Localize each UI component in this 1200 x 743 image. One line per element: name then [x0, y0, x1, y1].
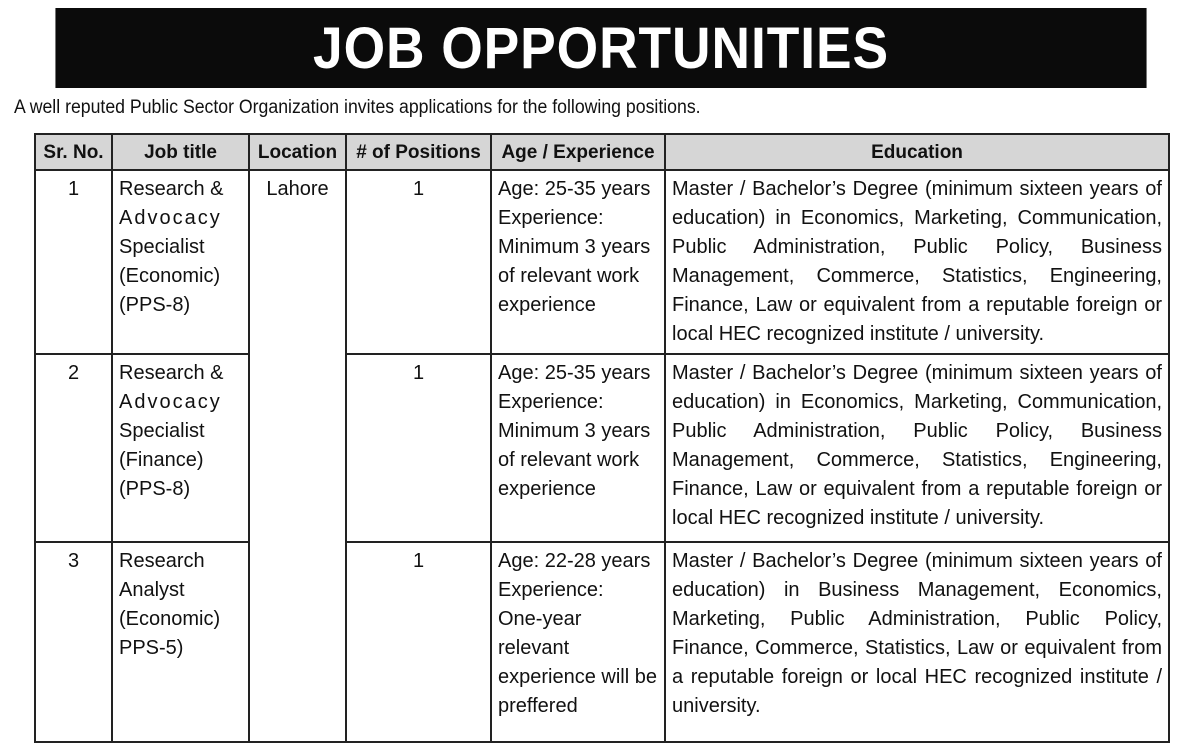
age-line: Minimum 3 years: [498, 236, 651, 258]
sr-cell: 2: [35, 354, 112, 542]
age-line: Experience:: [498, 207, 604, 229]
job-title-cell: [112, 354, 249, 542]
job-title-line: (Finance): [119, 449, 204, 471]
positions-cell: 1: [346, 170, 491, 354]
table-row: [35, 354, 1169, 542]
job-title-line: Specialist: [119, 236, 205, 258]
page-title: JOB OPPORTUNITIES: [312, 15, 890, 81]
col-header-location: Location: [249, 134, 346, 170]
age-line: experience will be: [498, 666, 657, 688]
intro-text: A well reputed Public Sector Organization invites applications for the following positions.: [14, 97, 701, 118]
job-title-line: Advocacy: [119, 391, 222, 413]
age-line: Age: 22-28 years: [498, 550, 651, 572]
job-title-line: (Economic): [119, 608, 221, 630]
age-line: Experience:: [498, 579, 604, 601]
job-title-line: (PPS-8): [119, 294, 191, 316]
job-title-line: Research &: [119, 178, 224, 200]
col-header-sr: Sr. No.: [35, 134, 112, 170]
job-title-line: Research &: [119, 362, 224, 384]
job-title-cell: [112, 170, 249, 354]
age-line: Experience:: [498, 391, 604, 413]
job-title-line: Specialist: [119, 420, 205, 442]
job-title-line: Research: [119, 550, 205, 572]
age-line: experience: [498, 294, 596, 316]
job-title-line: Analyst: [119, 579, 185, 601]
job-title-line: (Economic): [119, 265, 221, 287]
age-line: One-year relevant: [498, 608, 582, 659]
age-line: Age: 25-35 years: [498, 362, 651, 384]
job-title-line: (PPS-8): [119, 478, 191, 500]
education-cell: Master / Bachelor’s Degree (minimum sixteen years of education) in Economics, Marketing, Communication, Public Administration, Public Policy, Business Management, Commerce, Statistics, Engineering, Finance, Law or equivalent from a reputable foreign or local HEC recognized institute / university.: [665, 354, 1169, 542]
age-line: of relevant work: [498, 265, 640, 287]
age-line: preffered: [498, 695, 578, 717]
positions-cell: 1: [346, 542, 491, 742]
page-title-banner: [55, 8, 1146, 88]
job-title-line: PPS-5): [119, 637, 184, 659]
col-header-education: Education: [665, 134, 1169, 170]
col-header-title: Job title: [112, 134, 249, 170]
table-header-row: [35, 134, 1169, 170]
age-line: experience: [498, 478, 596, 500]
job-title-cell: [112, 542, 249, 742]
table-row: [35, 170, 1169, 354]
sr-cell: 1: [35, 170, 112, 354]
jobs-table: [34, 133, 1170, 743]
age-line: Age: 25-35 years: [498, 178, 651, 200]
col-header-age: Age / Experience: [491, 134, 665, 170]
job-title-line: Advocacy: [119, 207, 222, 229]
location-cell: Lahore: [249, 170, 346, 742]
age-experience-cell: [491, 542, 665, 742]
age-experience-cell: [491, 354, 665, 542]
age-line: Minimum 3 years: [498, 420, 651, 442]
sr-cell: 3: [35, 542, 112, 742]
positions-cell: 1: [346, 354, 491, 542]
age-line: of relevant work: [498, 449, 640, 471]
education-cell: Master / Bachelor’s Degree (minimum sixteen years of education) in Economics, Marketing, Communication, Public Administration, Public Policy, Business Management, Commerce, Statistics, Engineering, Finance, Law or equivalent from a reputable foreign or local HEC recognized institute / university.: [665, 170, 1169, 354]
table-row: [35, 542, 1169, 742]
education-cell: Master / Bachelor’s Degree (minimum sixteen years of education) in Business Management, Economics, Marketing, Public Administration, Public Policy, Finance, Commerce, Statistics, Law or equivalent from a reputable foreign or local HEC recognized institute / university.: [665, 542, 1169, 742]
col-header-positions: # of Positions: [346, 134, 491, 170]
age-experience-cell: [491, 170, 665, 354]
